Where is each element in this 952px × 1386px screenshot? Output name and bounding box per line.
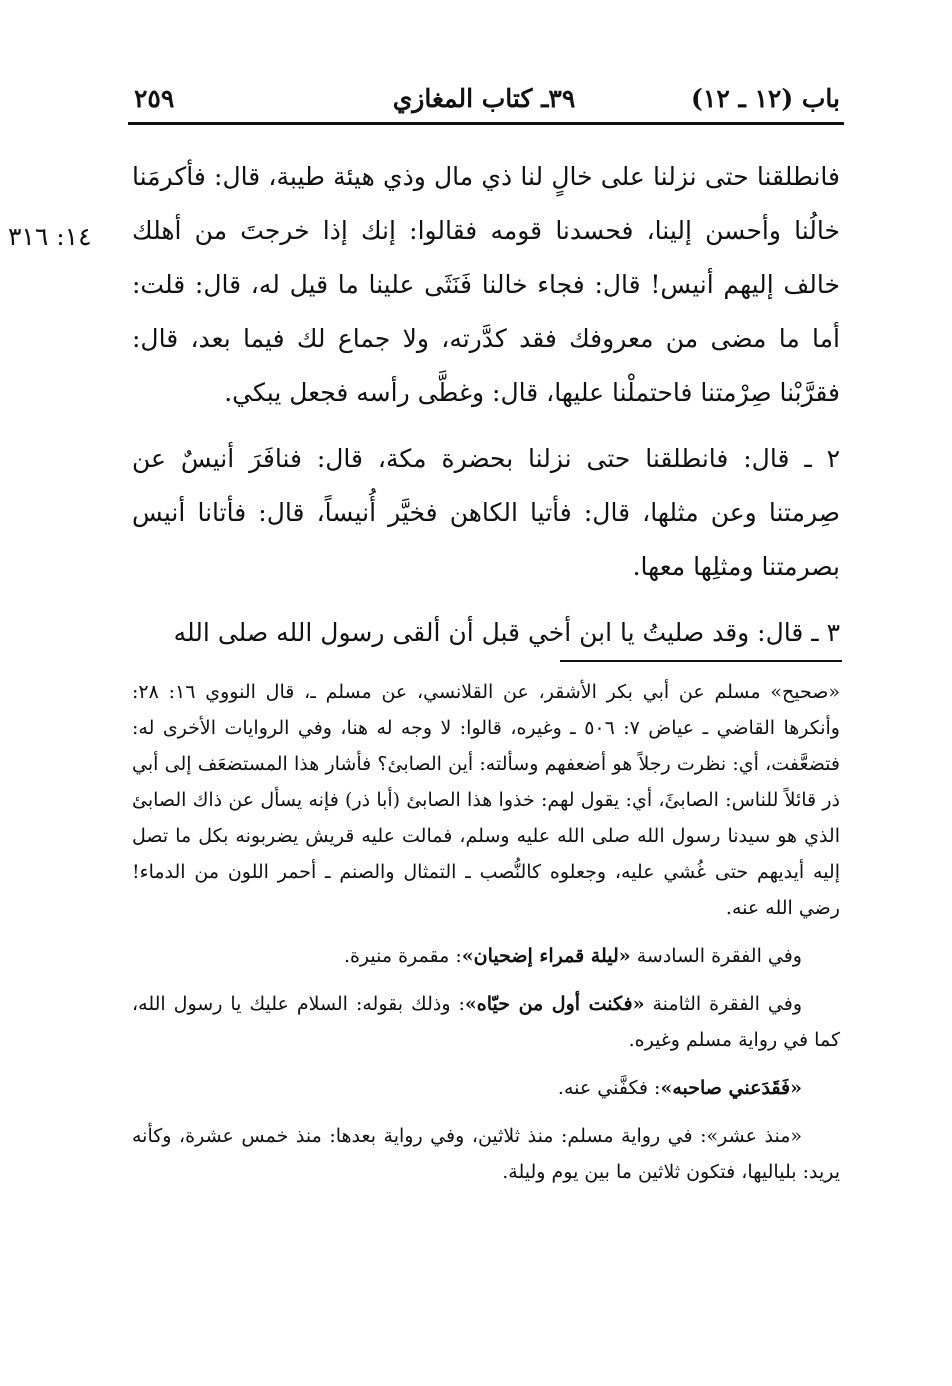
- running-header: [128, 78, 840, 122]
- note-2-keyword: «ليلة قمراء إضحيان»: [461, 945, 631, 967]
- note-3-keyword: «فكنت أول من حيّاه»: [464, 993, 645, 1015]
- page-number: ٢٥٩: [134, 84, 175, 113]
- note-4: [132, 1070, 840, 1106]
- note-2-text: : مقمرة منيرة.: [343, 945, 462, 967]
- footnote-divider: [560, 660, 842, 662]
- paragraph-3: ٣ ـ قال: وقد صليتُ يا ابن أخي قبل أن ألقى رسول الله صلى الله: [173, 618, 840, 647]
- paragraph-2: ٢ ـ قال: فانطلقنا حتى نزلنا بحضرة مكة، قال: فنافَرَ أنيسٌ عن صِرمتنا وعن مثلها، قال: فأتيا الكاهن فخيَّر أُنيساً، قال: فأتانا أنيس بصرمتنا ومثلِها معها.: [132, 444, 840, 581]
- header-divider: [128, 122, 844, 125]
- paragraph-1: فانطلقنا حتى نزلنا على خالٍ لنا ذي مال وذي هيئة طيبة، قال: فأكرمَنا خالُنا وأحسن إلينا، فحسدنا قومه فقالوا: إنك إذا خرجتَ من أهلك خالف إليهم أنيس! قال: فجاء خالنا فَنَثَى علينا ما قيل له، قال: قلت: أما ما مضى من معروفك فقد كدَّرته، ولا جماع لك فيما بعد، قال: فقرَّبْنا صِرْمتنا فاحتملْنا عليها، قال: وغطَّى رأسه فجعل يبكي.: [132, 162, 840, 407]
- note-3-text: : وذلك بقوله: السلام عليك يا رسول الله، كما في رواية مسلم وغيره.: [132, 993, 840, 1051]
- chapter-label: باب (١٢ ـ ١٢): [691, 84, 840, 113]
- note-3-prefix: وفي الفقرة الثامنة: [644, 993, 802, 1015]
- note-1: «صحيح» مسلم عن أبي بكر الأشقر، عن القلانسي، عن مسلم ـ، قال النووي ١٦: ٢٨: وأنكرها القاضي ـ عياض ٧: ٥٠٦ ـ وغيره، قالوا: لا وجه له هنا، وفي الروايات الأخرى له: فتضعَّفت، أي: نظرت رجلاً هو أضعفهم وسألته: أين الصابئ؟ فأشار هذا المستضعَف إلى أبي ذر قائلاً للناس: الصابئَ، أي: يقول لهم: خذوا هذا الصابئ (أبا ذر) فإنه يسأل عن ذاك الصابئ الذي هو سيدنا رسول الله صلى الله عليه وسلم، فمالت عليه قريش يضربونه بكل ما تصل إليه أيديهم حتى غُشي عليه، وجعلوه كالنُّصب ـ التمثال والصنم ـ أحمر اللون من الدماء! رضي الله عنه.: [132, 681, 840, 919]
- note-4-keyword: «فَقَدَعني صاحبه»: [660, 1077, 802, 1099]
- footnotes: [132, 674, 840, 1202]
- main-text: [132, 150, 840, 672]
- note-3: [132, 986, 840, 1058]
- note-2: [132, 938, 840, 974]
- book-title: ٣٩ـ كتاب المغازي: [392, 84, 576, 113]
- note-2-prefix: وفي الفقرة السادسة: [630, 945, 802, 967]
- margin-reference: ١٤: ٣١٦: [8, 222, 92, 251]
- note-4-text: : فكفَّني عنه.: [557, 1077, 661, 1099]
- note-5: «منذ عشر»: في رواية مسلم: منذ ثلاثين، وفي رواية بعدها: منذ خمس عشرة، وكأنه يريد: بلياليها، فتكون ثلاثين ما بين يوم وليلة.: [132, 1125, 840, 1183]
